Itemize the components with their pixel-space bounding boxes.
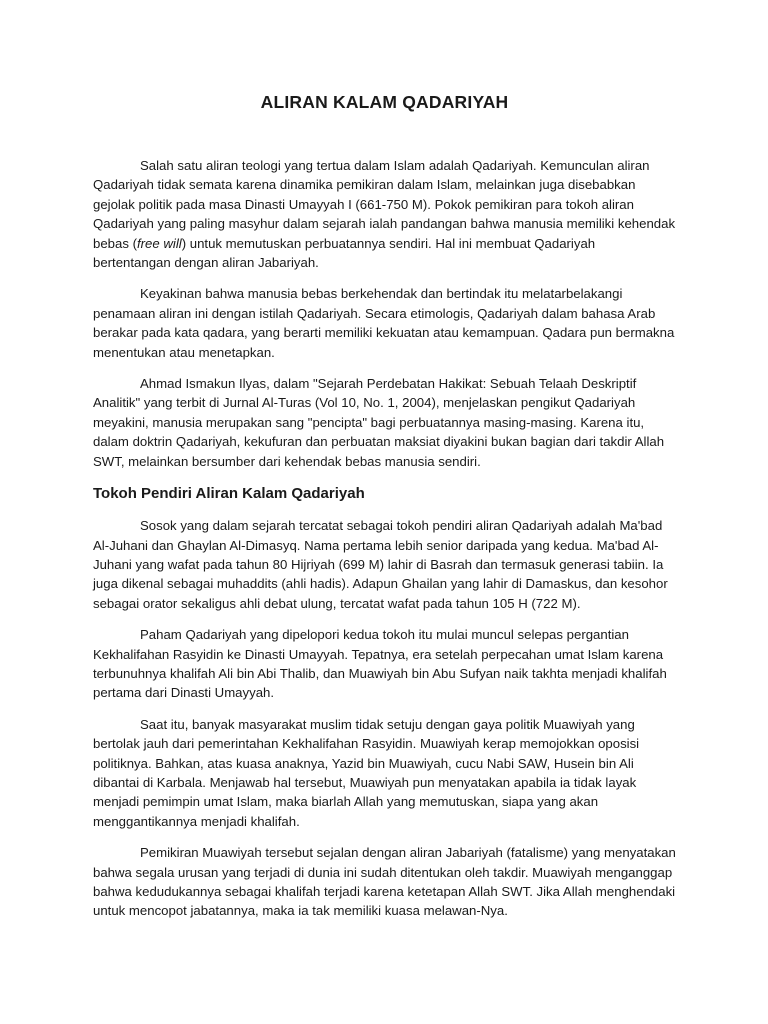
paragraph-text: Salah satu aliran teologi yang tertua dalam Islam adalah Qadariyah. Kemunculan aliran Qadariyah tidak semata karena dinamika pemikiran dalam Islam, melainkan juga disebabkan gejolak politik pada masa Dinasti Umayyah I (661-750 M). Pokok pemikiran para tokoh aliran Qadariyah yang paling masyhur dalam sejarah ialah pandangan bahwa manusia memiliki kehendak bebas ( [93, 158, 676, 251]
paragraph-intro-3: Ahmad Ismakun Ilyas, dalam "Sejarah Perdebatan Hakikat: Sebuah Telaah Deskriptif Analitik" yang terbit di Jurnal Al-Turas (Vol 10, No. 1, 2004), menjelaskan pengikut Qadariyah meyakini, manusia merupakan sang "pencipta" bagi perbuatannya masing-masing. Karena itu, dalam doktrin Qadariyah, kekufuran dan perbuatan maksiat diyakini bukan bagian dari takdir Allah SWT, melainkan bersumber dari kehendak bebas manusia sendiri. [93, 376, 665, 469]
section-heading: Tokoh Pendiri Aliran Kalam Qadariyah [93, 485, 365, 503]
paragraph-text: ) untuk memutuskan perbuatannya sendiri. Hal ini membuat Qadariyah bertentangan dengan aliran Jabariyah. [93, 235, 596, 271]
paragraph-section-1: Sosok yang dalam sejarah tercatat sebagai tokoh pendiri aliran Qadariyah adalah Ma'bad Al-Juhani dan Ghaylan Al-Dimasyq. Nama pertama lebih senior daripada yang kedua. Ma'bad Al-Juhani yang wafat pada tahun 80 Hijriyah (699 M) lahir di Basrah dan termasuk generasi tabiin. Ia juga dikenal sebagai muhaddits (ahli hadis). Adapun Ghailan yang lahir di Damaskus, dan kesohor sebagai orator sekaligus ahli debat ulung, tercatat wafat pada tahun 105 H (722 M). [93, 518, 668, 611]
document-title: ALIRAN KALAM QADARIYAH [260, 92, 509, 112]
paragraph-intro-2: Keyakinan bahwa manusia bebas berkehendak dan bertindak itu melatarbelakangi penamaan aliran ini dengan istilah Qadariyah. Secara etimologis, Qadariyah dalam bahasa Arab berakar pada kata qadara, yang berarti memiliki kekuatan atau kemampuan. Qadara pun bermakna menentukan atau menetapkan. [93, 286, 675, 360]
document-body [93, 90, 676, 933]
paragraph-intro-1 [93, 156, 676, 272]
italic-term: free will [137, 235, 182, 251]
paragraph-section-2: Paham Qadariyah yang dipelopori kedua tokoh itu mulai muncul selepas pergantian Kekhalifahan Rasyidin ke Dinasti Umayyah. Tepatnya, era setelah perpecahan umat Islam karena terbunuhnya khalifah Ali bin Abi Thalib, dan Muawiyah bin Abu Sufyan naik takhta menjadi khalifah pertama dari Dinasti Umayyah. [93, 627, 667, 701]
paragraph-section-4: Pemikiran Muawiyah tersebut sejalan dengan aliran Jabariyah (fatalisme) yang menyatakan bahwa segala urusan yang terjadi di dunia ini sudah ditentukan oleh takdir. Muawiyah menganggap bahwa kedudukannya sebagai khalifah terjadi karena ketetapan Allah SWT. Jika Allah menghendaki untuk mencopot jabatannya, maka ia tak memiliki kuasa melawan-Nya. [93, 845, 676, 919]
paragraph-section-3: Saat itu, banyak masyarakat muslim tidak setuju dengan gaya politik Muawiyah yang bertolak jauh dari pemerintahan Kekhalifahan Rasyidin. Muawiyah kerap memojokkan oposisi politiknya. Bahkan, atas kuasa anaknya, Yazid bin Muawiyah, cucu Nabi SAW, Husein bin Ali dibantai di Karbala. Menjawab hal tersebut, Muawiyah pun menyatakan apabila ia tidak layak menjadi pemimpin umat Islam, maka biarlah Allah yang memutuskan, siapa yang akan menggantikannya menjadi khalifah. [93, 716, 640, 829]
